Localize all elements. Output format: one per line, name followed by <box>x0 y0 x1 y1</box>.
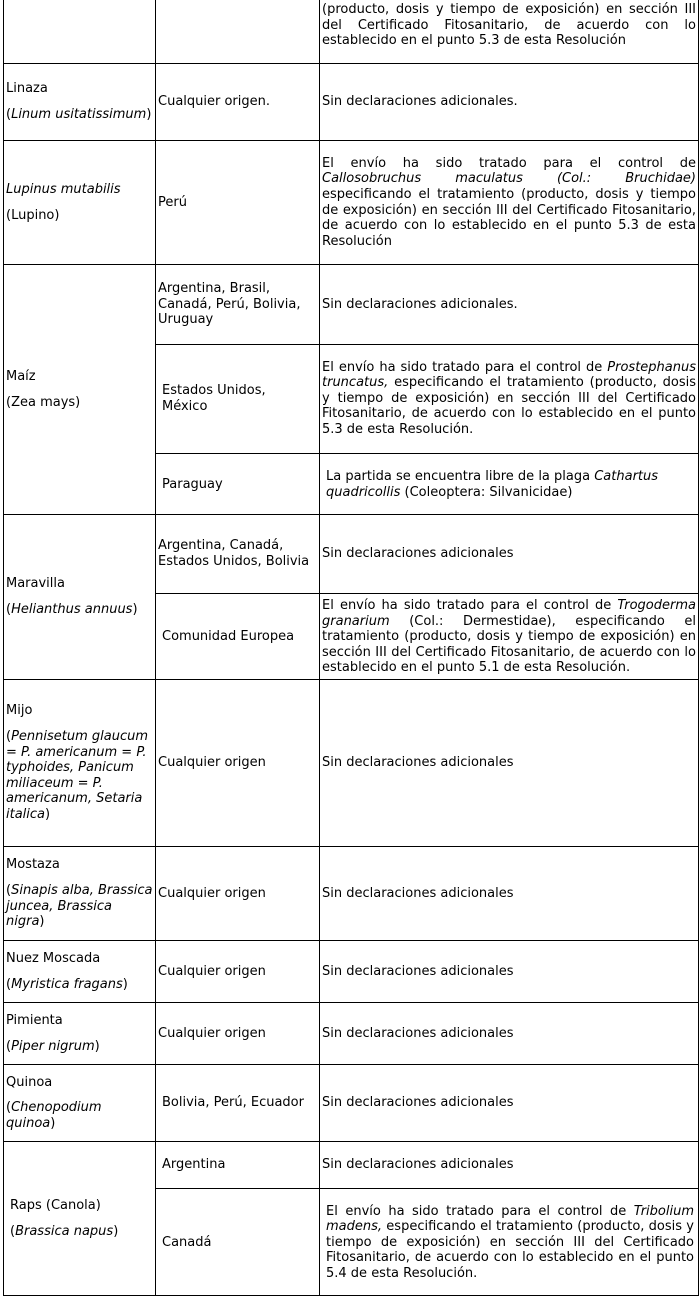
cell-origin: Cualquier origen <box>155 940 320 1003</box>
product-scientific-name: (Chenopodium quinoa) <box>6 1100 102 1131</box>
cell-requirement: El envío ha sido tratado para el control de Callosobruchus maculatus (Col.: Bruchidae) especificando el tratamiento (producto, dosis y tiempo de exposición) en sección III del Certificado Fitosanitario, de acuerdo con lo establecido en el punto 5.3 de esta Resolución <box>319 140 699 265</box>
cell-origin: Cualquier origen <box>155 1002 320 1065</box>
table-row-quinoa <box>0 1064 700 1142</box>
cell-requirement-group: Sin declaraciones adicionales El envío ha sido tratado para el control de Tribolium madens, especificando el tratamiento (producto, dosis y tiempo de exposición) en sección III del Certificado Fitosanitario, de acuerdo con lo establecido en el punto 5.4 de esta Resolución. <box>319 1141 699 1296</box>
cell-requirement: Sin declaraciones adicionales <box>319 679 699 847</box>
product-scientific-name: (Linum usitatissimum) <box>6 107 152 122</box>
cell-product <box>3 0 156 64</box>
product-name: Maíz <box>6 368 36 384</box>
cell-requirement-group: Sin declaraciones adicionales. El envío ha sido tratado para el control de Prostephanus truncatus, especificando el tratamiento (producto, dosis y tiempo de exposición) en sección III del Certificado Fitosanitario, de acuerdo con lo establecido en el punto 5.3 de esta Resolución. La partida se encuentra libre de la plaga Cathartus quadricollis (Coleoptera: Silvanicidae) <box>319 264 699 515</box>
table-row-maravilla <box>0 514 700 680</box>
cell-origin: Cualquier origen <box>155 846 320 941</box>
product-name: Maravilla <box>6 576 65 592</box>
origin-paraguay: Paraguay <box>162 476 223 492</box>
cell-requirement: Sin declaraciones adicionales. <box>319 63 699 141</box>
cell-origin: Cualquier origen <box>155 679 320 847</box>
cell-product <box>3 1141 156 1296</box>
product-name: Nuez Moscada <box>6 950 101 966</box>
cell-product <box>3 264 156 515</box>
origin-argentina: Argentina <box>162 1157 226 1173</box>
product-scientific-name: (Piper nigrum) <box>6 1038 100 1054</box>
cell-origin-group <box>155 264 320 515</box>
product-scientific-name: (Brassica napus) <box>10 1223 119 1239</box>
product-name: Mostaza <box>6 857 60 873</box>
product-scientific-name: Lupinus mutabilis <box>6 181 121 197</box>
cell-requirement <box>319 0 699 64</box>
cell-product <box>3 63 156 141</box>
cell-origin: Perú <box>155 140 320 265</box>
table-row-pimienta <box>0 1002 700 1065</box>
origin-argentina-brasil: Argentina, Brasil, Canadá, Perú, Bolivia, Uruguay <box>158 281 301 328</box>
product-name: Mijo <box>6 703 33 719</box>
continuation-text: (producto, dosis y tiempo de exposición) en sección III del Certificado Fitosanitario, de acuerdo con lo establecido en el punto 5.3 de esta Resolución <box>322 2 696 49</box>
table-row-linaza <box>0 63 700 141</box>
table-row-continuation <box>0 0 700 64</box>
product-name: Linaza <box>6 81 48 97</box>
table-row-maiz <box>0 264 700 515</box>
origin-argentina-canada: Argentina, Canadá, Estados Unidos, Bolivia <box>158 538 310 569</box>
cell-requirement: Sin declaraciones adicionales <box>319 940 699 1003</box>
cell-product <box>3 1064 156 1142</box>
cell-origin-group <box>155 514 320 680</box>
product-scientific-name: (Zea mays) <box>6 394 81 410</box>
product-scientific-name: (Helianthus annuus) <box>6 602 138 617</box>
cell-product <box>3 1002 156 1065</box>
table-row-mijo <box>0 679 700 847</box>
cell-product <box>3 140 156 265</box>
product-name: Raps (Canola) <box>10 1197 101 1213</box>
cell-origin: Bolivia, Perú, Ecuador <box>155 1064 320 1142</box>
product-name: Quinoa <box>6 1074 53 1090</box>
product-name: (Lupino) <box>6 207 60 223</box>
cell-product <box>3 940 156 1003</box>
product-scientific-name: (Myristica fragans) <box>6 976 128 992</box>
cell-product <box>3 846 156 941</box>
cell-origin <box>155 0 320 64</box>
cell-requirement: Sin declaraciones adicionales <box>319 846 699 941</box>
cell-origin: Cualquier origen. <box>155 63 320 141</box>
cell-requirement: Sin declaraciones adicionales <box>319 1064 699 1142</box>
table-row-nuez-moscada <box>0 940 700 1003</box>
cell-origin-group <box>155 1141 320 1296</box>
product-scientific-name: (Sinapis alba, Brassica juncea, Brassica nigra) <box>6 882 153 930</box>
origin-comunidad-europea: Comunidad Europea <box>162 629 295 645</box>
cell-product <box>3 514 156 680</box>
table-row-raps <box>0 1141 700 1296</box>
product-name: Pimienta <box>6 1012 63 1028</box>
cell-product <box>3 679 156 847</box>
origin-canada: Canadá <box>162 1234 212 1250</box>
product-scientific-name: (Pennisetum glaucum = P. americanum = P. typhoides, Panicum miliaceum = P. americanum, Setaria italica) <box>6 729 149 822</box>
table-row-mostaza <box>0 846 700 941</box>
origin-estados-unidos-mexico: Estados Unidos, México <box>162 382 266 414</box>
cell-requirement-group: Sin declaraciones adicionales El envío ha sido tratado para el control de Trogoderma granarium (Col.: Dermestidae), especificando el tratamiento (producto, dosis y tiempo de exposición) en sección III del Certificado Fitosanitario, de acuerdo con lo establecido en el punto 5.1 de esta Resolución. <box>319 514 699 680</box>
table-row-lupino <box>0 140 700 265</box>
cell-requirement: Sin declaraciones adicionales <box>319 1002 699 1065</box>
